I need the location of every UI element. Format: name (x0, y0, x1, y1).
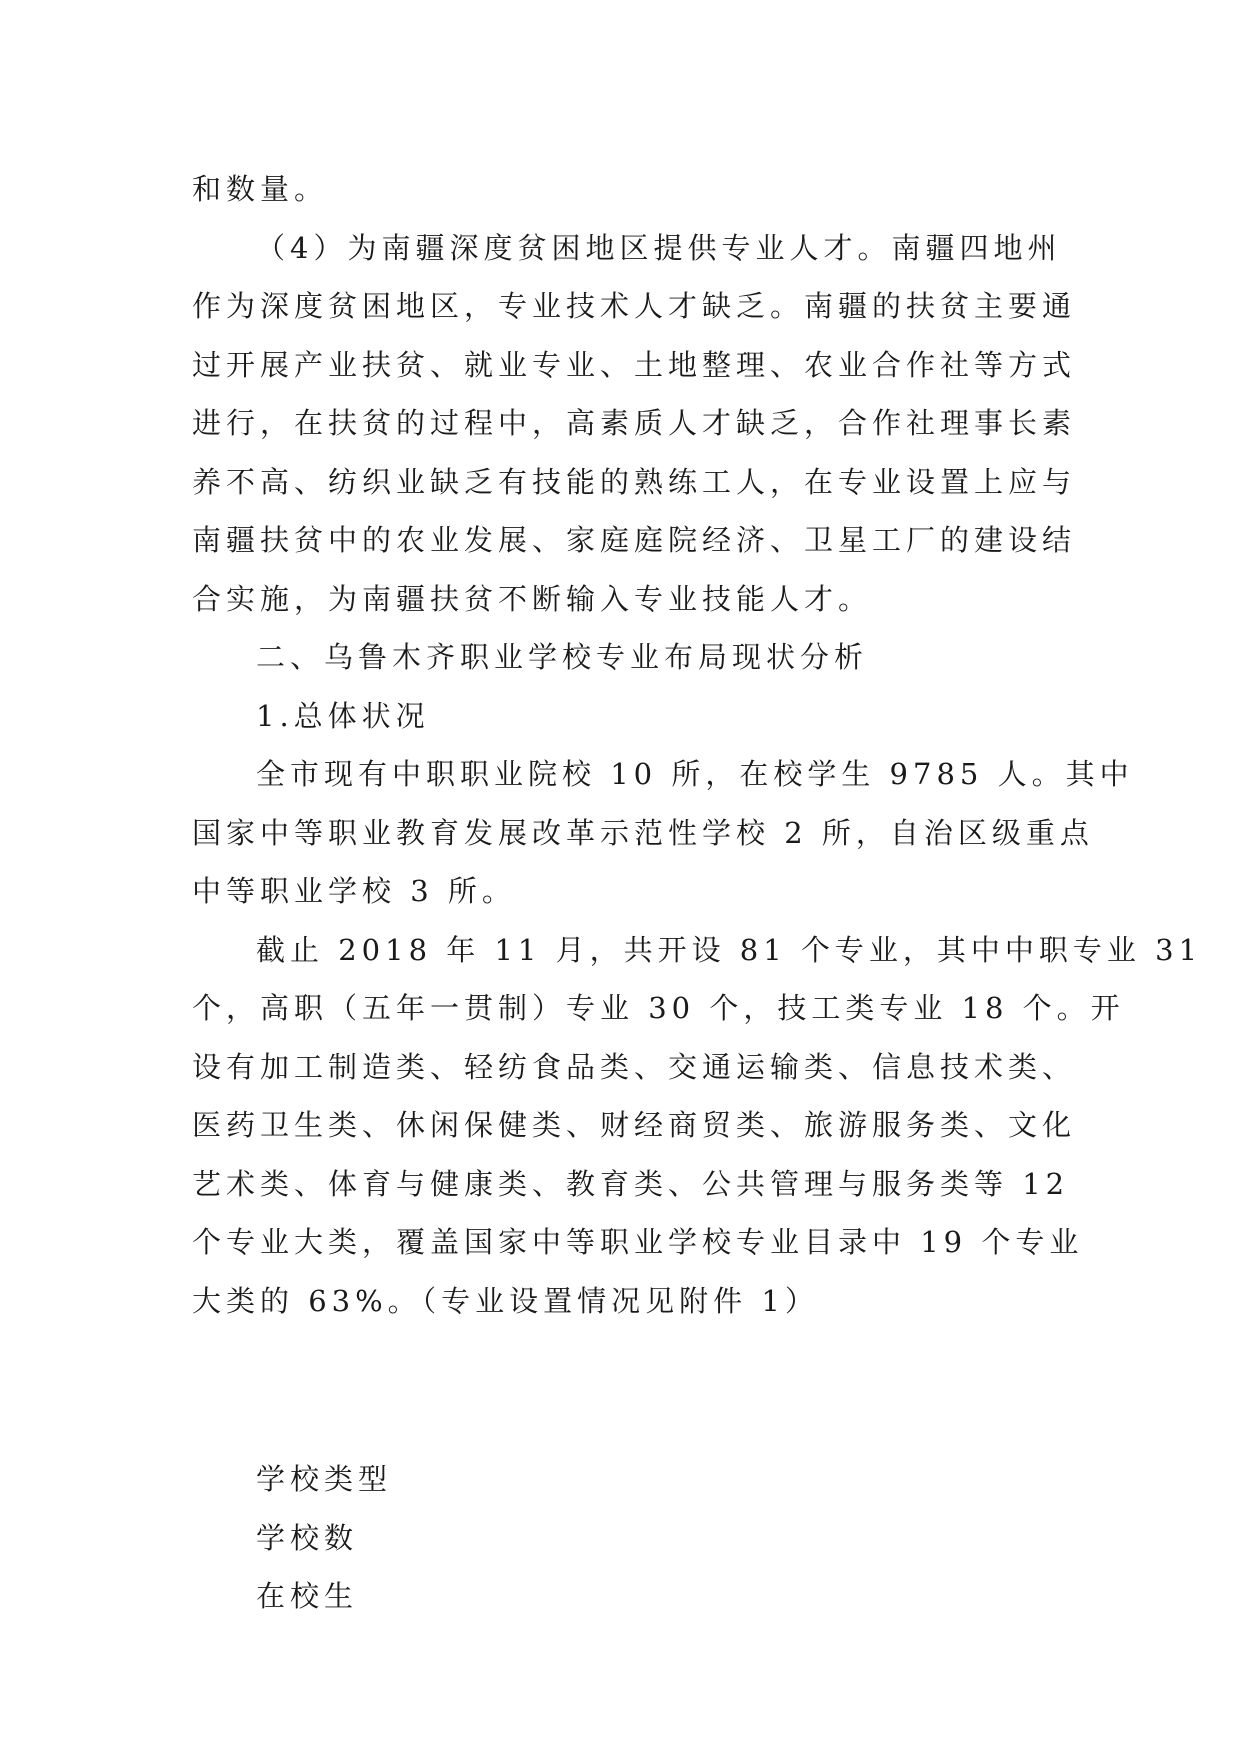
paragraph-line: 大类的 63%。（专业设置情况见附件 1） (192, 1283, 819, 1318)
paragraph-line: 全市现有中职职业院校 10 所，在校学生 9785 人。其中 (256, 757, 1134, 791)
table-label-school-type: 学校类型 (256, 1462, 393, 1496)
paragraph-line: 医药卫生类、休闲保健类、财经商贸类、旅游服务类、文化 (192, 1108, 1077, 1142)
paragraph-line: 养不高、纺织业缺乏有技能的熟练工人，在专业设置上应与 (192, 464, 1077, 499)
document-body (192, 160, 1203, 1626)
paragraph-line: 中等职业学校 3 所。 (192, 874, 516, 908)
paragraph-line: 国家中等职业教育发展改革示范性学校 2 所，自治区级重点 (192, 815, 1094, 850)
paragraph-line: 个专业大类，覆盖国家中等职业学校专业目录中 19 个专业 (192, 1225, 1084, 1259)
subsection-heading: 1.总体状况 (256, 698, 430, 733)
paragraph-line: 南疆扶贫中的农业发展、家庭庭院经济、卫星工厂的建设结 (192, 523, 1077, 557)
spacer (192, 1330, 1052, 1450)
paragraph-line: 作为深度贫困地区，专业技术人才缺乏。南疆的扶贫主要通 (192, 289, 1077, 323)
table-label-students: 在校生 (256, 1579, 359, 1613)
paragraph-line: 进行，在扶贫的过程中，高素质人才缺乏，合作社理事长素 (192, 406, 1077, 440)
paragraph-line: 个，高职（五年一贯制）专业 30 个，技工类专业 18 个。开 (192, 991, 1125, 1025)
paragraph-line: （4）为南疆深度贫困地区提供专业人才。南疆四地州 (256, 230, 1062, 265)
table-label-school-count: 学校数 (256, 1520, 359, 1555)
paragraph-line: 艺术类、体育与健康类、教育类、公共管理与服务类等 12 (192, 1166, 1070, 1201)
paragraph-line: 和数量。 (192, 172, 329, 206)
paragraph-line: 截止 2018 年 11 月，共开设 81 个专业，其中中职专业 31 (256, 932, 1203, 967)
paragraph-line: 合实施，为南疆扶贫不断输入专业技能人才。 (192, 581, 873, 616)
paragraph-line: 过开展产业扶贫、就业专业、土地整理、农业合作社等方式 (192, 347, 1077, 382)
section-heading: 二、乌鲁木齐职业学校专业布局现状分析 (256, 640, 869, 674)
paragraph-line: 设有加工制造类、轻纺食品类、交通运输类、信息技术类、 (192, 1049, 1077, 1084)
